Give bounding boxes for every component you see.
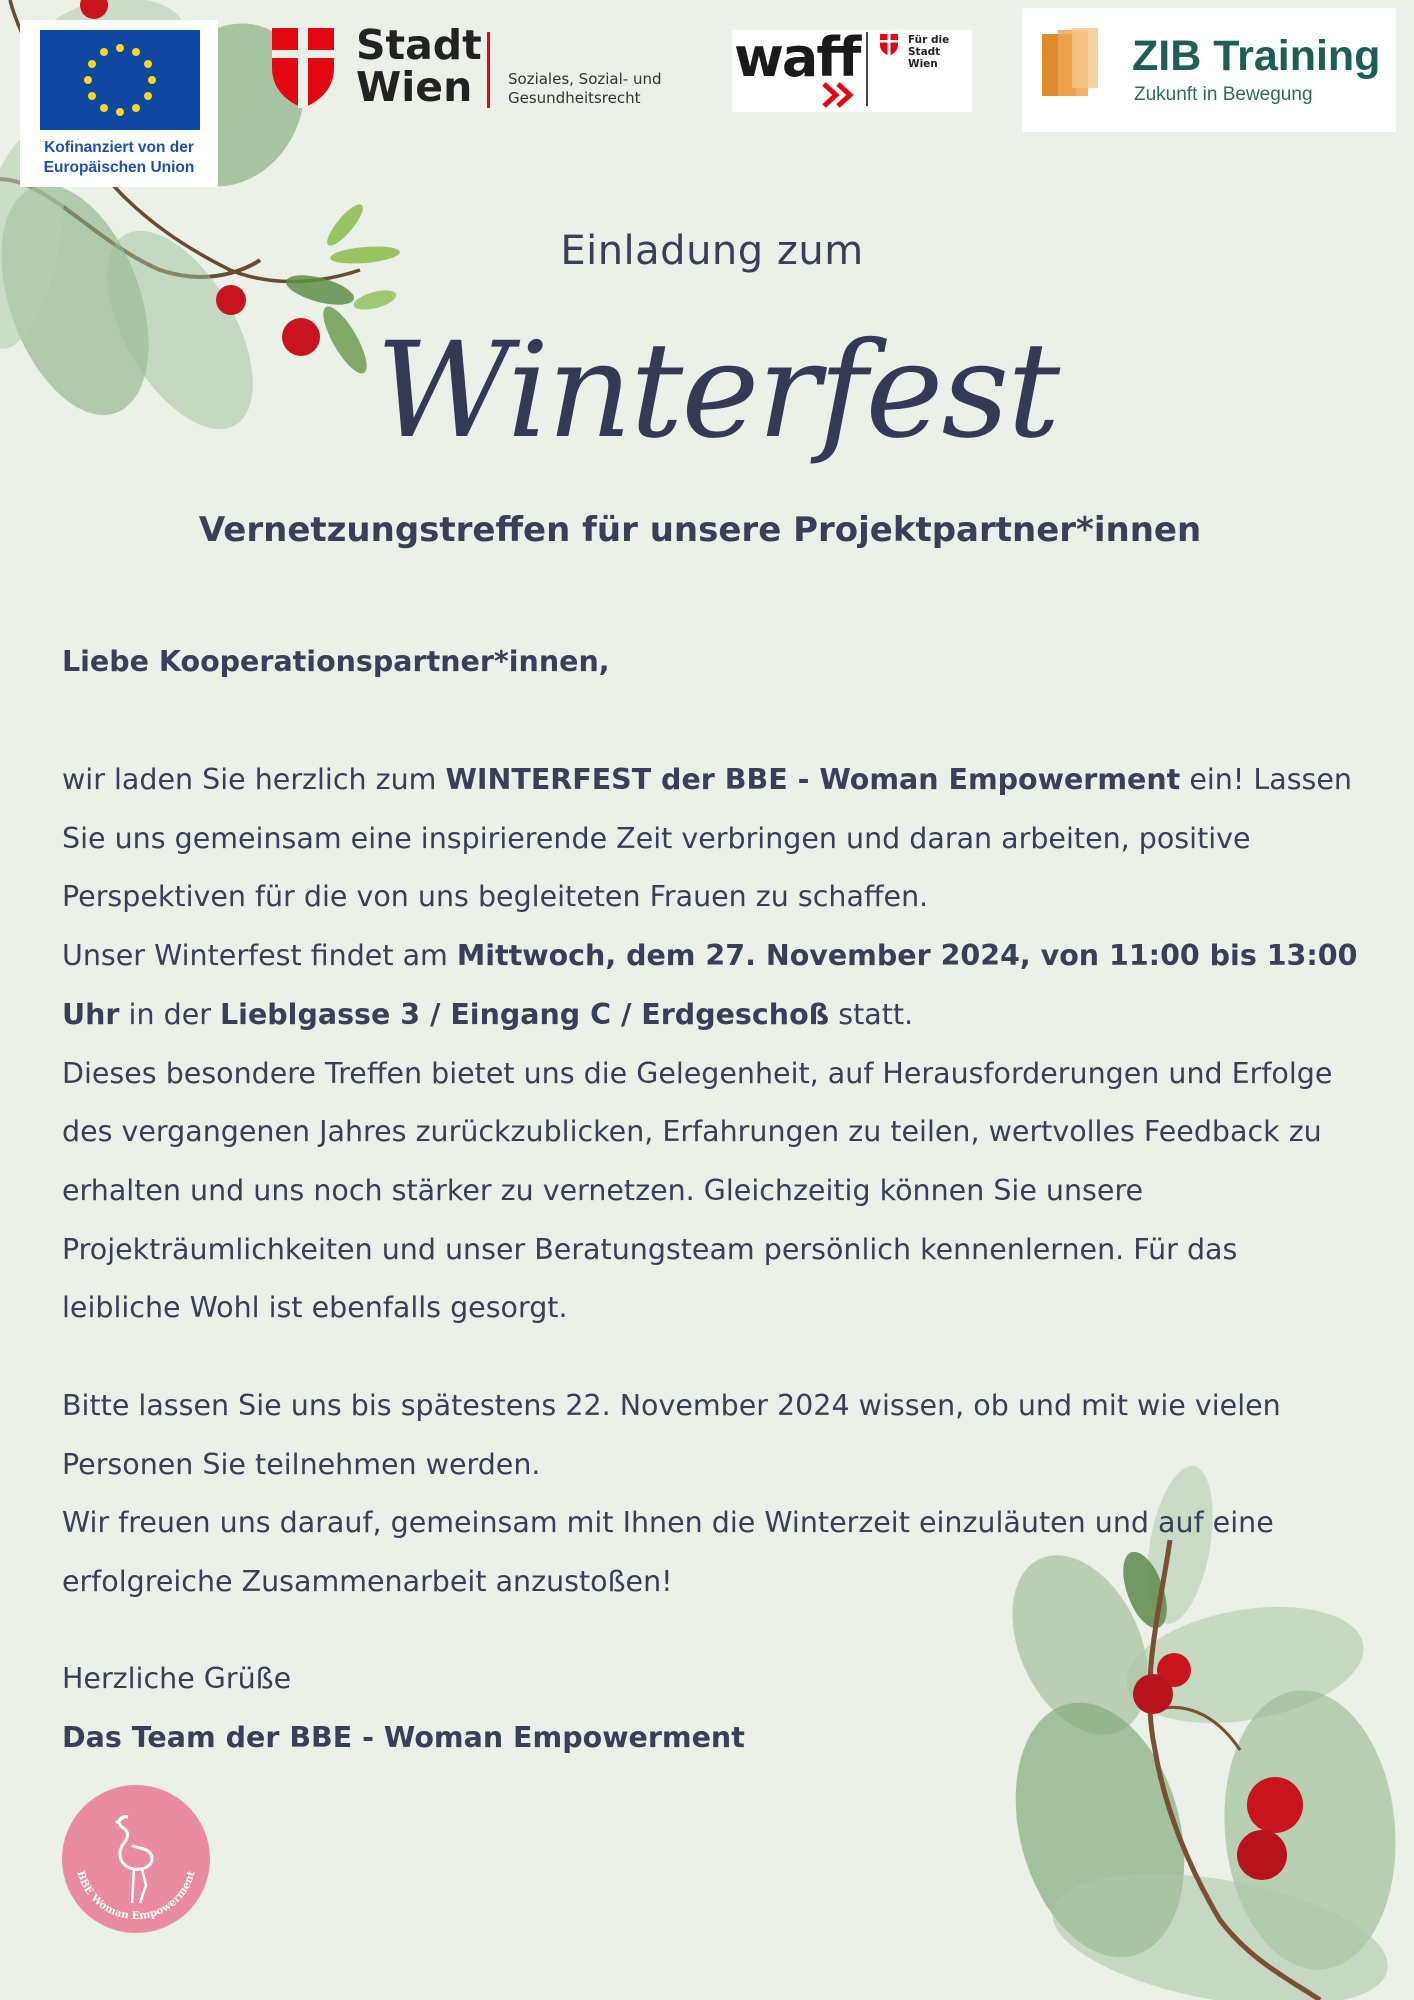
wien-dept-line2: Gesundheitsrecht	[508, 89, 641, 107]
eu-flag-icon	[40, 30, 200, 130]
invitation-pretitle: Einladung zum	[560, 228, 864, 274]
eu-logo-caption	[22, 138, 216, 178]
zib-title: ZIB Training	[1132, 32, 1381, 80]
zib-pages-icon	[1042, 28, 1122, 108]
event-name: WINTERFEST der BBE - Woman Empowerment	[445, 763, 1181, 796]
stadt-wien-logo	[270, 21, 670, 114]
wien-name-line2: Wien	[356, 63, 473, 111]
invite-text-a: wir laden Sie herzlich zum	[62, 763, 446, 796]
event-date-time: Mittwoch, dem 27. November 2024, von 11:00 bis 13:00 Uhr	[62, 939, 1358, 1031]
wien-dept-line1: Soziales, Sozial- und	[508, 70, 662, 88]
eu-caption-line2: Europäischen Union	[43, 159, 195, 176]
wien-name	[356, 21, 482, 111]
bbe-woman-empowerment-logo	[62, 1785, 210, 1933]
waff-wien-shield-icon	[880, 34, 898, 56]
letter-greeting: Liebe Kooperationspartner*innen,	[62, 645, 610, 678]
waff-claim-line2: Stadt Wien	[908, 46, 941, 70]
bbe-ring-text: BBE Woman Empowerment	[74, 1869, 198, 1923]
details-text-e: statt.	[829, 997, 914, 1031]
wien-divider	[487, 32, 490, 108]
wien-department	[508, 70, 662, 108]
waff-claim	[908, 34, 972, 70]
waff-divider	[866, 32, 868, 106]
signature: Das Team der BBE - Woman Empowerment	[62, 1720, 745, 1754]
outlook-paragraph: Wir freuen uns darauf, gemeinsam mit Ihnen die Winterzeit einzuläuten und auf eine erfolgreiche Zusammenarbeit anzustoßen!	[62, 1506, 1274, 1599]
details-text-a: Unser Winterfest findet am	[62, 939, 457, 973]
waff-chevrons-icon	[822, 82, 862, 108]
closing-salutation: Herzliche Grüße	[62, 1662, 292, 1695]
event-purpose-paragraph: Dieses besondere Treffen bietet uns die Gelegenheit, auf Herausforderungen und Erfolge des vergangenen Jahres zurückzublicken, Erfahrungen zu teilen, wertvolles Feedback zu erhalten und uns noch stärker zu vernetzen. Gleichzeitig können Sie unsere Projekträumlichkeiten und unser Beratungsteam persönlich kennenlernen. Für das leibliche Wohl ist ebenfalls gesorgt.	[62, 1056, 1333, 1325]
waff-logo	[732, 26, 972, 112]
letter-closing	[62, 1650, 1362, 1767]
wien-shield-icon	[270, 28, 336, 108]
event-location: Lieblgasse 3 / Eingang C / Erdgeschoß	[220, 997, 830, 1031]
invitation-paragraph	[62, 751, 1362, 927]
eu-cofunding-logo	[20, 20, 218, 187]
letter-rsvp-text	[62, 1377, 1362, 1612]
invite-text-c: ein! Lassen Sie uns gemeinsam eine inspirierende Zeit verbringen und daran arbeiten, positive Perspektiven für die von uns begleiteten Frauen zu schaffen.	[62, 763, 1352, 914]
letter-main-text	[62, 751, 1362, 1338]
eu-caption-line1: Kofinanziert von der	[44, 139, 194, 156]
rsvp-paragraph: Bitte lassen Sie uns bis spätestens 22. November 2024 wissen, ob und mit wie vielen Personen Sie teilnehmen werden.	[62, 1389, 1281, 1481]
page-subtitle: Vernetzungstreffen für unsere Projektpartner*innen	[198, 510, 1202, 550]
waff-wordmark: waff	[734, 26, 860, 89]
svg-text:BBE Woman Empowerment	[74, 1870, 197, 1923]
event-details-paragraph	[62, 927, 1362, 1044]
details-text-c: in der	[119, 997, 221, 1031]
flamingo-icon	[62, 1785, 210, 1933]
waff-claim-line1: Für die	[908, 34, 950, 46]
page-title: Winterfest	[375, 314, 1059, 468]
zib-tagline: Zukunft in Bewegung	[1134, 84, 1313, 105]
wien-name-line1: Stadt	[356, 21, 482, 69]
zib-training-logo	[1022, 8, 1396, 132]
